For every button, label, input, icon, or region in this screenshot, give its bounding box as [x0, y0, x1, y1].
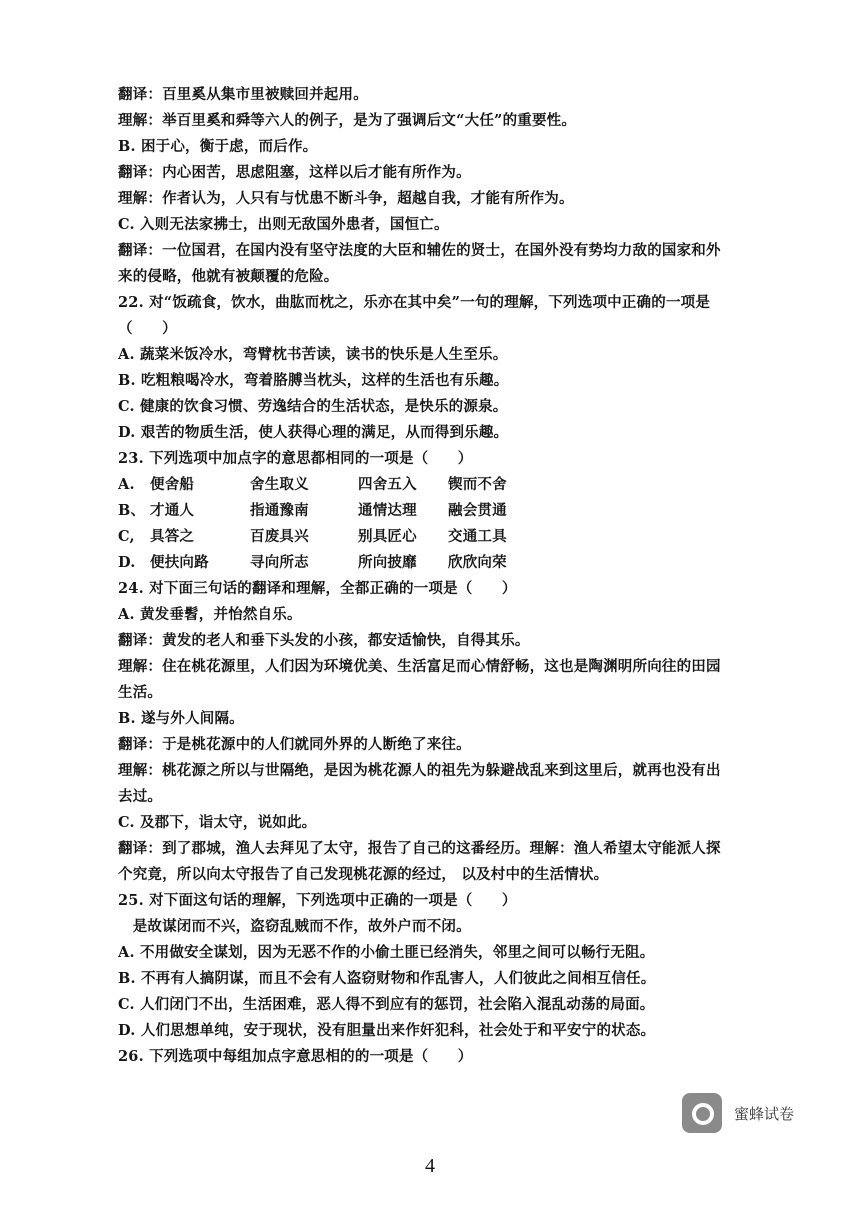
text-block-1 — [118, 82, 818, 472]
q23-option-row — [118, 550, 818, 576]
option-term: 才通人 — [150, 502, 195, 519]
option-term: 四舍五入 — [358, 476, 417, 493]
option-term: 融会贯通 — [448, 502, 507, 519]
brand-name: 蜜蜂试卷 — [734, 1104, 795, 1123]
text-line: C. 及郡下，诣太守，说如此。 — [118, 814, 317, 831]
text-line: B. 遂与外人间隔。 — [118, 710, 244, 727]
text-line: 理解：举百里奚和舜等六人的例子，是为了强调后文“大任”的重要性。 — [118, 112, 577, 129]
text-line: 生活。 — [118, 684, 163, 701]
text-block-2 — [118, 576, 818, 1070]
option-term: 便扶向路 — [150, 554, 209, 571]
option-line: D. 艰苦的物质生活，使人获得心理的满足，从而得到乐趣。 — [118, 424, 509, 441]
q23-option-row — [118, 472, 818, 498]
option-label: B、 — [118, 502, 146, 519]
question-26: 26. 下列选项中每组加点字意思相的的一项是（ ） — [118, 1048, 473, 1065]
brand-logo — [682, 1093, 794, 1133]
option-label: A. — [118, 476, 135, 493]
option-line: B. 不再有人搞阴谋，而且不会有人盗窃财物和作乱害人，人们彼此之间相互信任。 — [118, 970, 656, 987]
text-line: 翻译：黄发的老人和垂下头发的小孩，都安适愉快，自得其乐。 — [118, 632, 530, 649]
question-23: 23. 下列选项中加点字的意思都相同的一项是（ ） — [118, 450, 473, 467]
page-number: 4 — [425, 1155, 435, 1177]
text-line: 来的侵略，他就有被颠覆的危险。 — [118, 268, 339, 285]
option-term: 舍生取义 — [250, 476, 309, 493]
option-term: 寻向所志 — [250, 554, 309, 571]
option-label: C, — [118, 528, 135, 545]
page-content — [118, 82, 818, 1070]
text-line: 个究竟，所以向太守报告了自己发现桃花源的经过， 以及村中的生活情状。 — [118, 866, 609, 883]
option-term: 欣欣向荣 — [448, 554, 507, 571]
question-24: 24. 对下面三句话的翻译和理解，全都正确的一项是（ ） — [118, 580, 517, 597]
quote-line: 是故谋闭而不兴，盗窃乱贼而不作，故外户而不闭。 — [118, 918, 471, 935]
q23-option-row — [118, 498, 818, 524]
option-term: 便舍船 — [150, 476, 195, 493]
brand-icon — [682, 1093, 722, 1133]
option-line: B. 吃粗粮喝冷水，弯着胳膊当枕头，这样的生活也有乐趣。 — [118, 372, 509, 389]
option-term: 指通豫南 — [250, 502, 309, 519]
text-line: 理解：桃花源之所以与世隔绝，是因为桃花源人的祖先为躲避战乱来到这里后，就再也没有出 — [118, 762, 721, 779]
option-term: 交通工具 — [448, 528, 507, 545]
q23-options — [118, 472, 818, 576]
option-term: 所向披靡 — [358, 554, 417, 571]
option-term: 锲而不舍 — [448, 476, 507, 493]
option-line: C. 人们闭门不出，生活困难，恶人得不到应有的惩罚，社会陷入混乱动荡的局面。 — [118, 996, 655, 1013]
question-25: 25. 对下面这句话的理解，下列选项中正确的一项是（ ） — [118, 892, 517, 909]
text-line: 翻译：内心困苦，思虑阻塞，这样以后才能有所作为。 — [118, 164, 471, 181]
option-line: A. 不用做安全谋划，因为无恶不作的小偷土匪已经消失，邻里之间可以畅行无阻。 — [118, 944, 655, 961]
answer-blank: （ ） — [118, 320, 177, 337]
text-line: 翻译：百里奚从集市里被赎回并起用。 — [118, 86, 368, 103]
text-line: 理解：作者认为，人只有与忧患不断斗争，超越自我，才能有所作为。 — [118, 190, 574, 207]
option-label: D. — [118, 554, 136, 571]
text-line: A. 黄发垂髫，并怡然自乐。 — [118, 606, 302, 623]
option-term: 通情达理 — [358, 502, 417, 519]
option-term: 百废具兴 — [250, 528, 309, 545]
option-term: 别具匠心 — [358, 528, 417, 545]
question-22: 22. 对“饭疏食，饮水，曲肱而枕之，乐亦在其中矣”一句的理解，下列选项中正确的一项是 — [118, 294, 711, 311]
text-line: 翻译：到了郡城，渔人去拜见了太守，报告了自己的这番经历。理解：渔人希望太守能派人探 — [118, 840, 721, 857]
option-line: C. 健康的饮食习惯、劳逸结合的生活状态，是快乐的源泉。 — [118, 398, 508, 415]
text-line: 去过。 — [118, 788, 163, 805]
text-line: 翻译：于是桃花源中的人们就同外界的人断绝了来往。 — [118, 736, 471, 753]
option-term: 具答之 — [150, 528, 195, 545]
text-line: 翻译：一位国君，在国内没有坚守法度的大臣和辅佐的贤士，在国外没有势均力敌的国家和外 — [118, 242, 721, 259]
text-line: C. 入则无法家拂士，出则无敌国外患者，国恒亡。 — [118, 216, 449, 233]
option-line: D. 人们思想单纯，安于现状，没有胆量出来作奸犯科，社会处于和平安宁的状态。 — [118, 1022, 656, 1039]
option-line: A. 蔬菜米饭冷水，弯臂枕书苦读，读书的快乐是人生至乐。 — [118, 346, 508, 363]
text-line: B. 困于心，衡于虑，而后作。 — [118, 138, 318, 155]
q23-option-row — [118, 524, 818, 550]
text-line: 理解：住在桃花源里，人们因为环境优美、生活富足而心情舒畅，这也是陶渊明所向往的田园 — [118, 658, 721, 675]
